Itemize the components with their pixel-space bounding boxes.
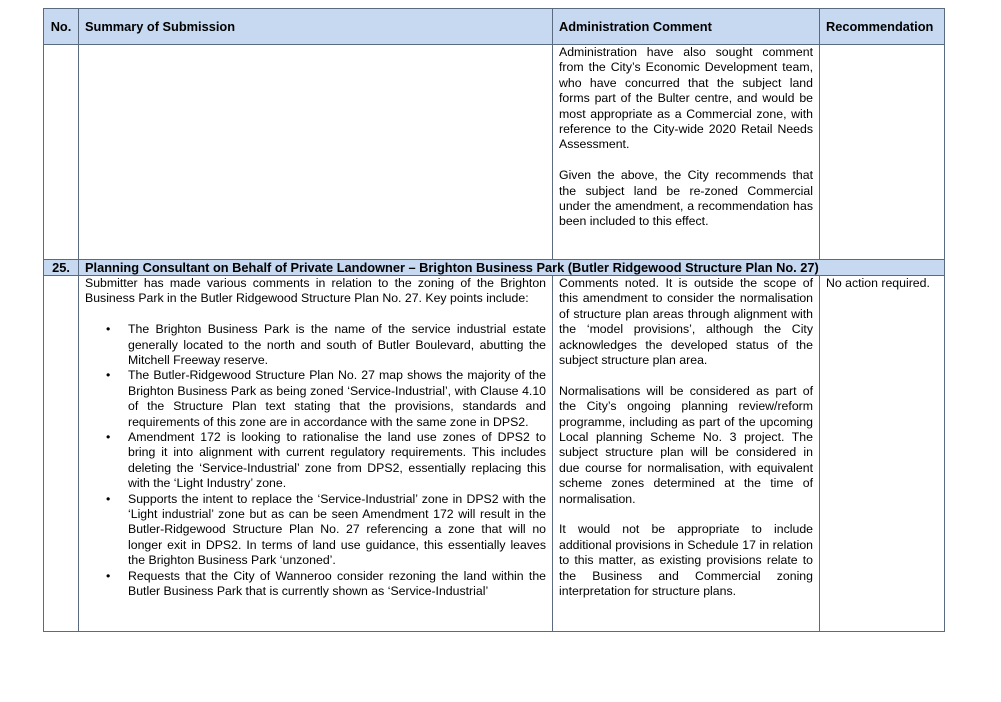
cell-no xyxy=(44,45,79,260)
list-item: • Amendment 172 is looking to rationalise the land use zones of DPS2 to bring it into alignment with current regulatory requirements. This includes deleting the ‘Service-Industrial’ zone from DPS2, essentially replacing this with the ‘Light Industry’ zone. xyxy=(106,430,546,491)
table-header-row xyxy=(44,9,945,45)
list-item: • The Brighton Business Park is the name of the service industrial estate generally located to the north and south of Butler Boulevard, abutting the Mitchell Freeway reserve. xyxy=(106,322,546,368)
bullet-icon: • xyxy=(106,368,111,383)
header-summary: Summary of Submission xyxy=(79,9,553,45)
summary-intro: Submitter has made various comments in relation to the zoning of the Brighton Business Park in the Butler Ridgewood Structure Plan No. 27. Key points include: xyxy=(85,276,546,306)
submissions-table xyxy=(43,8,945,632)
header-recommendation: Recommendation xyxy=(820,9,945,45)
cell-admin-comment xyxy=(553,276,820,632)
section-row xyxy=(44,260,945,276)
list-item: • Requests that the City of Wanneroo consider rezoning the land within the Butler Business Park that is currently shown as ‘Service-Industrial’ xyxy=(106,568,546,599)
admin-paragraph: It would not be appropriate to include additional provisions in Schedule 17 in relation to this matter, as existing provisions relate to the Business and Commercial zoning interpretation for structure plans. xyxy=(559,522,813,599)
admin-paragraph: Administration have also sought comment from the City’s Economic Development team, who have concurred that the subject land forms part of the Bulter centre, and would be most appropriate as a Commercial zone, with reference to the City-wide 2020 Retail Needs Assessment. xyxy=(559,45,813,152)
section-number: 25. xyxy=(44,260,79,276)
bullet-icon: • xyxy=(106,491,111,506)
admin-paragraph: Comments noted. It is outside the scope of this amendment to consider the normalisation of structure plan areas through alignment with the ‘model provisions’, although the City acknowledges the developed status of the subject structure plan area. xyxy=(559,276,813,368)
bullet-icon: • xyxy=(106,430,111,445)
table-row xyxy=(44,45,945,260)
list-item: • The Butler-Ridgewood Structure Plan No. 27 map shows the majority of the Brighton Business Park as being zoned ‘Service-Industrial’, with Clause 4.10 of the Structure Plan text stating that the provisions, standards and requirements of this zone are in accordance with the same zone in DPS2. xyxy=(106,368,546,429)
cell-recommendation: No action required. xyxy=(820,276,945,632)
cell-summary xyxy=(79,276,553,632)
header-no: No. xyxy=(44,9,79,45)
admin-paragraph: Normalisations will be considered as part of the City’s ongoing planning review/reform programme, including as part of the upcoming Local planning Scheme No. 3 project. The subject structure plan will be considered in due course for normalisation, with equivalent scheme zones determined at the time of normalisation. xyxy=(559,383,813,506)
list-item: • Supports the intent to replace the ‘Service-Industrial’ zone in DPS2 with the ‘Light industrial’ zone but as can be seen Amendment 172 will result in the Butler-Ridgewood Structure Plan No. 27 referencing a zone that will no longer exit in DPS2. In terms of land use guidance, this essentially leaves the Brighton Business Park ‘unzoned’. xyxy=(106,491,546,568)
table-row xyxy=(44,276,945,632)
bullet-icon: • xyxy=(106,568,111,583)
header-admin-comment: Administration Comment xyxy=(553,9,820,45)
bullet-icon: • xyxy=(106,322,111,337)
summary-points-list xyxy=(85,322,546,599)
cell-no xyxy=(44,276,79,632)
cell-summary xyxy=(79,45,553,260)
cell-recommendation xyxy=(820,45,945,260)
section-title: Planning Consultant on Behalf of Private Landowner – Brighton Business Park (Butler Ridgewood Structure Plan No. 27) xyxy=(79,260,945,276)
admin-paragraph: Given the above, the City recommends that the subject land be re-zoned Commercial under the amendment, a recommendation has been included to this effect. xyxy=(559,168,813,229)
cell-admin-comment xyxy=(553,45,820,260)
